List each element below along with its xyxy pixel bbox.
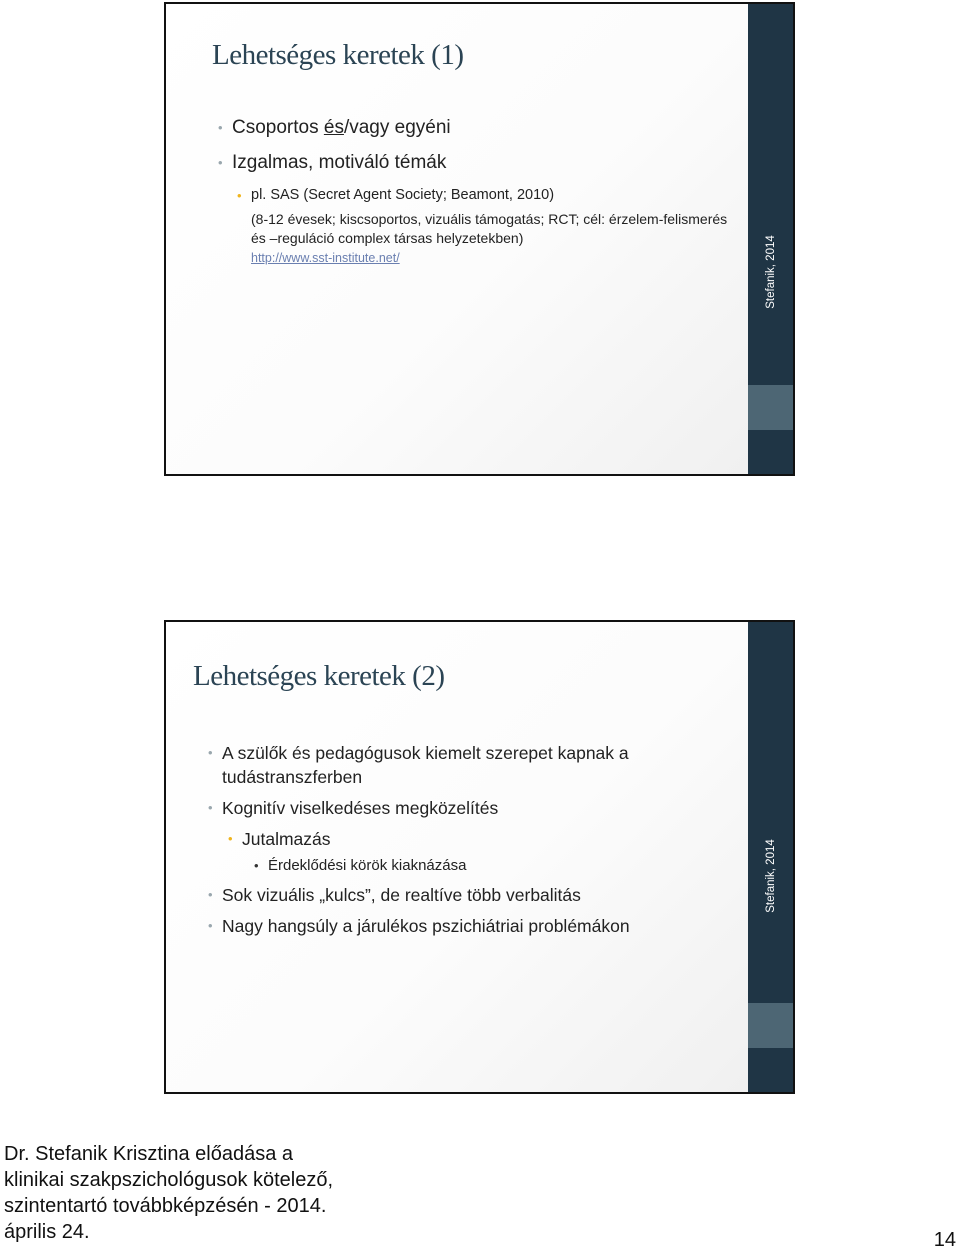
sidebar-credit: Stefanik, 2014: [764, 235, 777, 309]
bullet-item: [208, 914, 702, 938]
sub-bullet-text: Jutalmazás: [242, 829, 331, 849]
sub-bullet-item: [228, 827, 702, 851]
sidebar-credit: Stefanik, 2014: [764, 839, 777, 913]
sst-institute-link[interactable]: http://www.sst-institute.net/: [251, 251, 400, 265]
slide-1-bullet-list: [218, 116, 732, 268]
handout-footer: [4, 1141, 333, 1245]
footer-line: szintentartó továbbképzésén - 2014.: [4, 1195, 327, 1217]
slide-1-sidebar: [748, 4, 793, 474]
bullet-dot-icon: •: [218, 120, 223, 135]
sub-bullet-item: [237, 186, 732, 205]
slide-2-title: Lehetséges keretek (2): [193, 660, 445, 692]
bullet-text-prefix: Csoportos: [232, 117, 324, 138]
bullet-text-suffix: /vagy egyéni: [343, 117, 451, 138]
bullet-dot-icon: •: [208, 918, 213, 933]
sub-sub-bullet-item: [254, 855, 702, 877]
sub-bullet-text: pl. SAS (Secret Agent Society; Beamont, 2010): [251, 187, 555, 203]
bullet-text: Sok vizuális „kulcs”, de realtíve több verbalitás: [222, 885, 581, 905]
slide-2-bullet-list: [208, 741, 702, 945]
bullet-text: A szülők és pedagógusok kiemelt szerepet kapnak a tudástranszferben: [222, 743, 629, 787]
bullet-dot-icon: •: [208, 887, 213, 902]
bullet-text: Nagy hangsúly a járulékos pszichiátriai problémákon: [222, 916, 630, 936]
slide-2: [164, 620, 795, 1094]
bullet-item: [218, 151, 732, 175]
bullet-item: [208, 741, 702, 789]
bullet-text: Kognitív viselkedéses megközelítés: [222, 798, 499, 818]
bullet-dot-icon: •: [208, 745, 213, 760]
slide-1-title: Lehetséges keretek (1): [212, 39, 464, 71]
bullet-dot-icon: •: [237, 188, 242, 203]
slide-1: [164, 2, 795, 476]
footer-line: klinikai szakpszichológusok kötelező,: [4, 1169, 334, 1191]
sidebar-accent-block: [748, 1003, 793, 1048]
slide-2-sidebar: [748, 622, 793, 1092]
footer-line: Dr. Stefanik Krisztina előadása a: [4, 1143, 294, 1165]
bullet-dot-icon: •: [208, 800, 213, 815]
bullet-dot-icon: •: [218, 155, 223, 170]
sub-sub-bullet-text: Érdeklődési körök kiaknázása: [268, 857, 467, 874]
bullet-item: [208, 796, 702, 820]
sidebar-accent-block: [748, 385, 793, 430]
bullet-dot-icon: •: [228, 831, 233, 846]
footer-line: április 24.: [4, 1221, 90, 1243]
bullet-item: [208, 883, 702, 907]
slide-1-content: [166, 4, 752, 474]
page-number: 14: [933, 1229, 956, 1251]
bullet-text-underlined: és: [323, 117, 344, 138]
bullet-item: [218, 116, 732, 140]
description-paragraph: (8-12 évesek; kiscsoportos, vizuális támogatás; RCT; cél: érzelem-felismerés és –reguláció complex társas helyzetekben): [251, 211, 728, 246]
bullet-dot-icon: •: [254, 858, 259, 873]
bullet-text: Izgalmas, motiváló témák: [232, 152, 447, 173]
slide-2-content: [166, 622, 752, 1092]
